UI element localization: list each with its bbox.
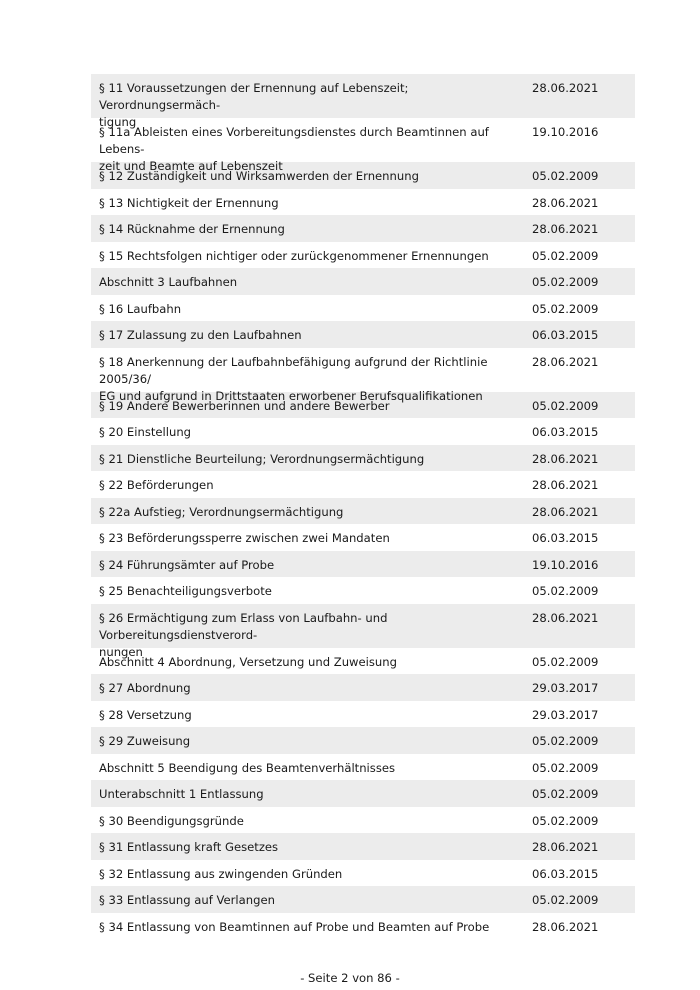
section-date: 28.06.2021: [532, 222, 599, 236]
section-title: § 16 Laufbahn: [99, 301, 182, 316]
section-date: 28.06.2021: [532, 478, 599, 492]
section-title: § 34 Entlassung von Beamtinnen auf Probe und Beamten auf Probe: [99, 919, 490, 934]
section-date: 28.06.2021: [532, 195, 599, 210]
section-title: § 32 Entlassung aus zwingenden Gründen: [99, 866, 343, 881]
section-date: 28.06.2021: [532, 840, 599, 854]
table-row: [91, 860, 635, 887]
section-title: § 31 Entlassung kraft Gesetzes: [99, 840, 279, 854]
table-row: [91, 189, 635, 216]
section-title: § 23 Beförderungssperre zwischen zwei Mandaten: [99, 531, 390, 545]
section-date: 19.10.2016: [532, 125, 599, 139]
table-row: [91, 807, 635, 834]
section-title: § 13 Nichtigkeit der Ernennung: [99, 195, 279, 210]
section-date: 06.03.2015: [532, 866, 599, 881]
section-title-line: § 11 Voraussetzungen der Ernennung auf Lebenszeit; Verordnungsermäch-: [99, 81, 409, 112]
section-date: 05.02.2009: [532, 893, 599, 907]
section-title: § 22a Aufstieg; Verordnungsermächtigung: [99, 504, 344, 519]
table-row: [91, 833, 635, 860]
table-row: [91, 242, 635, 269]
table-row: [91, 780, 635, 807]
section-title: § 21 Dienstliche Beurteilung; Verordnungsermächtigung: [99, 451, 425, 466]
table-row: [91, 215, 635, 242]
section-title: Abschnitt 3 Laufbahnen: [99, 275, 238, 289]
section-date: 29.03.2017: [532, 681, 599, 695]
table-row: [91, 754, 635, 781]
section-date: 06.03.2015: [532, 531, 599, 545]
section-title-line: § 26 Ermächtigung zum Erlass von Laufbahn- und Vorbereitungsdienstverord-: [99, 610, 388, 642]
table-row: [91, 913, 635, 940]
section-date: 28.06.2021: [532, 610, 599, 625]
section-date: 05.02.2009: [532, 654, 599, 669]
table-row: [91, 268, 635, 295]
table-row: [91, 886, 635, 913]
section-title: § 19 Andere Bewerberinnen und andere Bewerber: [99, 398, 390, 413]
section-title-line: nungen: [99, 644, 143, 659]
table-row: [91, 577, 635, 604]
table-row: [91, 604, 635, 659]
section-title-line: zeit und Beamte auf Lebenszeit: [99, 159, 283, 173]
section-date: 05.02.2009: [532, 734, 599, 748]
section-date: 29.03.2017: [532, 707, 599, 722]
section-title: § 29 Zuweisung: [99, 734, 191, 748]
section-date: 05.02.2009: [532, 398, 599, 413]
section-date: 28.06.2021: [532, 504, 599, 519]
section-date: 05.02.2009: [532, 787, 599, 801]
table-row: [91, 551, 635, 578]
table-row: [91, 727, 635, 754]
section-date: 05.02.2009: [532, 248, 599, 263]
section-date: 05.02.2009: [532, 760, 599, 775]
table-of-contents: [91, 74, 635, 939]
section-date: 19.10.2016: [532, 557, 599, 572]
section-title: Unterabschnitt 1 Entlassung: [99, 787, 264, 801]
section-title-line: § 18 Anerkennung der Laufbahnbefähigung aufgrund der Richtlinie 2005/36/: [99, 354, 488, 386]
table-row: [91, 321, 635, 348]
table-row: [91, 295, 635, 322]
table-row: [91, 348, 635, 403]
section-title-line: § 11a Ableisten eines Vorbereitungsdienstes durch Beamtinnen auf Lebens-: [99, 125, 489, 156]
section-date: 05.02.2009: [532, 813, 599, 828]
section-title: § 17 Zulassung zu den Laufbahnen: [99, 328, 302, 342]
section-title-line: tigung: [99, 115, 137, 129]
section-title: § 27 Abordnung: [99, 681, 191, 695]
section-date: 05.02.2009: [532, 169, 599, 183]
section-date: 28.06.2021: [532, 81, 599, 95]
table-row: [91, 418, 635, 445]
section-title: § 15 Rechtsfolgen nichtiger oder zurückgenommener Ernennungen: [99, 248, 489, 263]
section-date: 05.02.2009: [532, 584, 599, 598]
section-title: § 20 Einstellung: [99, 425, 192, 439]
table-row: [91, 471, 635, 498]
section-date: 05.02.2009: [532, 275, 599, 289]
section-title: § 30 Beendigungsgründe: [99, 813, 244, 828]
section-date: 28.06.2021: [532, 919, 599, 934]
section-title: § 12 Zuständigkeit und Wirksamwerden der Ernennung: [99, 169, 419, 183]
section-title: § 28 Versetzung: [99, 707, 192, 722]
section-date: 06.03.2015: [532, 425, 599, 439]
section-title: Abschnitt 5 Beendigung des Beamtenverhältnisses: [99, 760, 396, 775]
section-title: Abschnitt 4 Abordnung, Versetzung und Zuweisung: [99, 654, 397, 669]
section-title: § 14 Rücknahme der Ernennung: [99, 222, 285, 236]
table-row: [91, 118, 635, 173]
section-title: § 25 Benachteiligungsverbote: [99, 584, 272, 598]
section-title: § 22 Beförderungen: [99, 478, 214, 492]
page-number: - Seite 2 von 86 -: [300, 971, 400, 985]
table-row: [91, 445, 635, 472]
table-row: [91, 524, 635, 551]
table-row: [91, 498, 635, 525]
table-row: [91, 74, 635, 129]
table-row: [91, 701, 635, 728]
section-title: § 24 Führungsämter auf Probe: [99, 557, 275, 572]
section-title: § 33 Entlassung auf Verlangen: [99, 893, 275, 907]
section-date: 06.03.2015: [532, 328, 599, 342]
section-date: 05.02.2009: [532, 301, 599, 316]
section-date: 28.06.2021: [532, 451, 599, 466]
section-date: 28.06.2021: [532, 354, 599, 369]
section-title-line: EG und aufgrund in Drittstaaten erworbener Berufsqualifikationen: [99, 388, 483, 403]
table-row: [91, 674, 635, 701]
